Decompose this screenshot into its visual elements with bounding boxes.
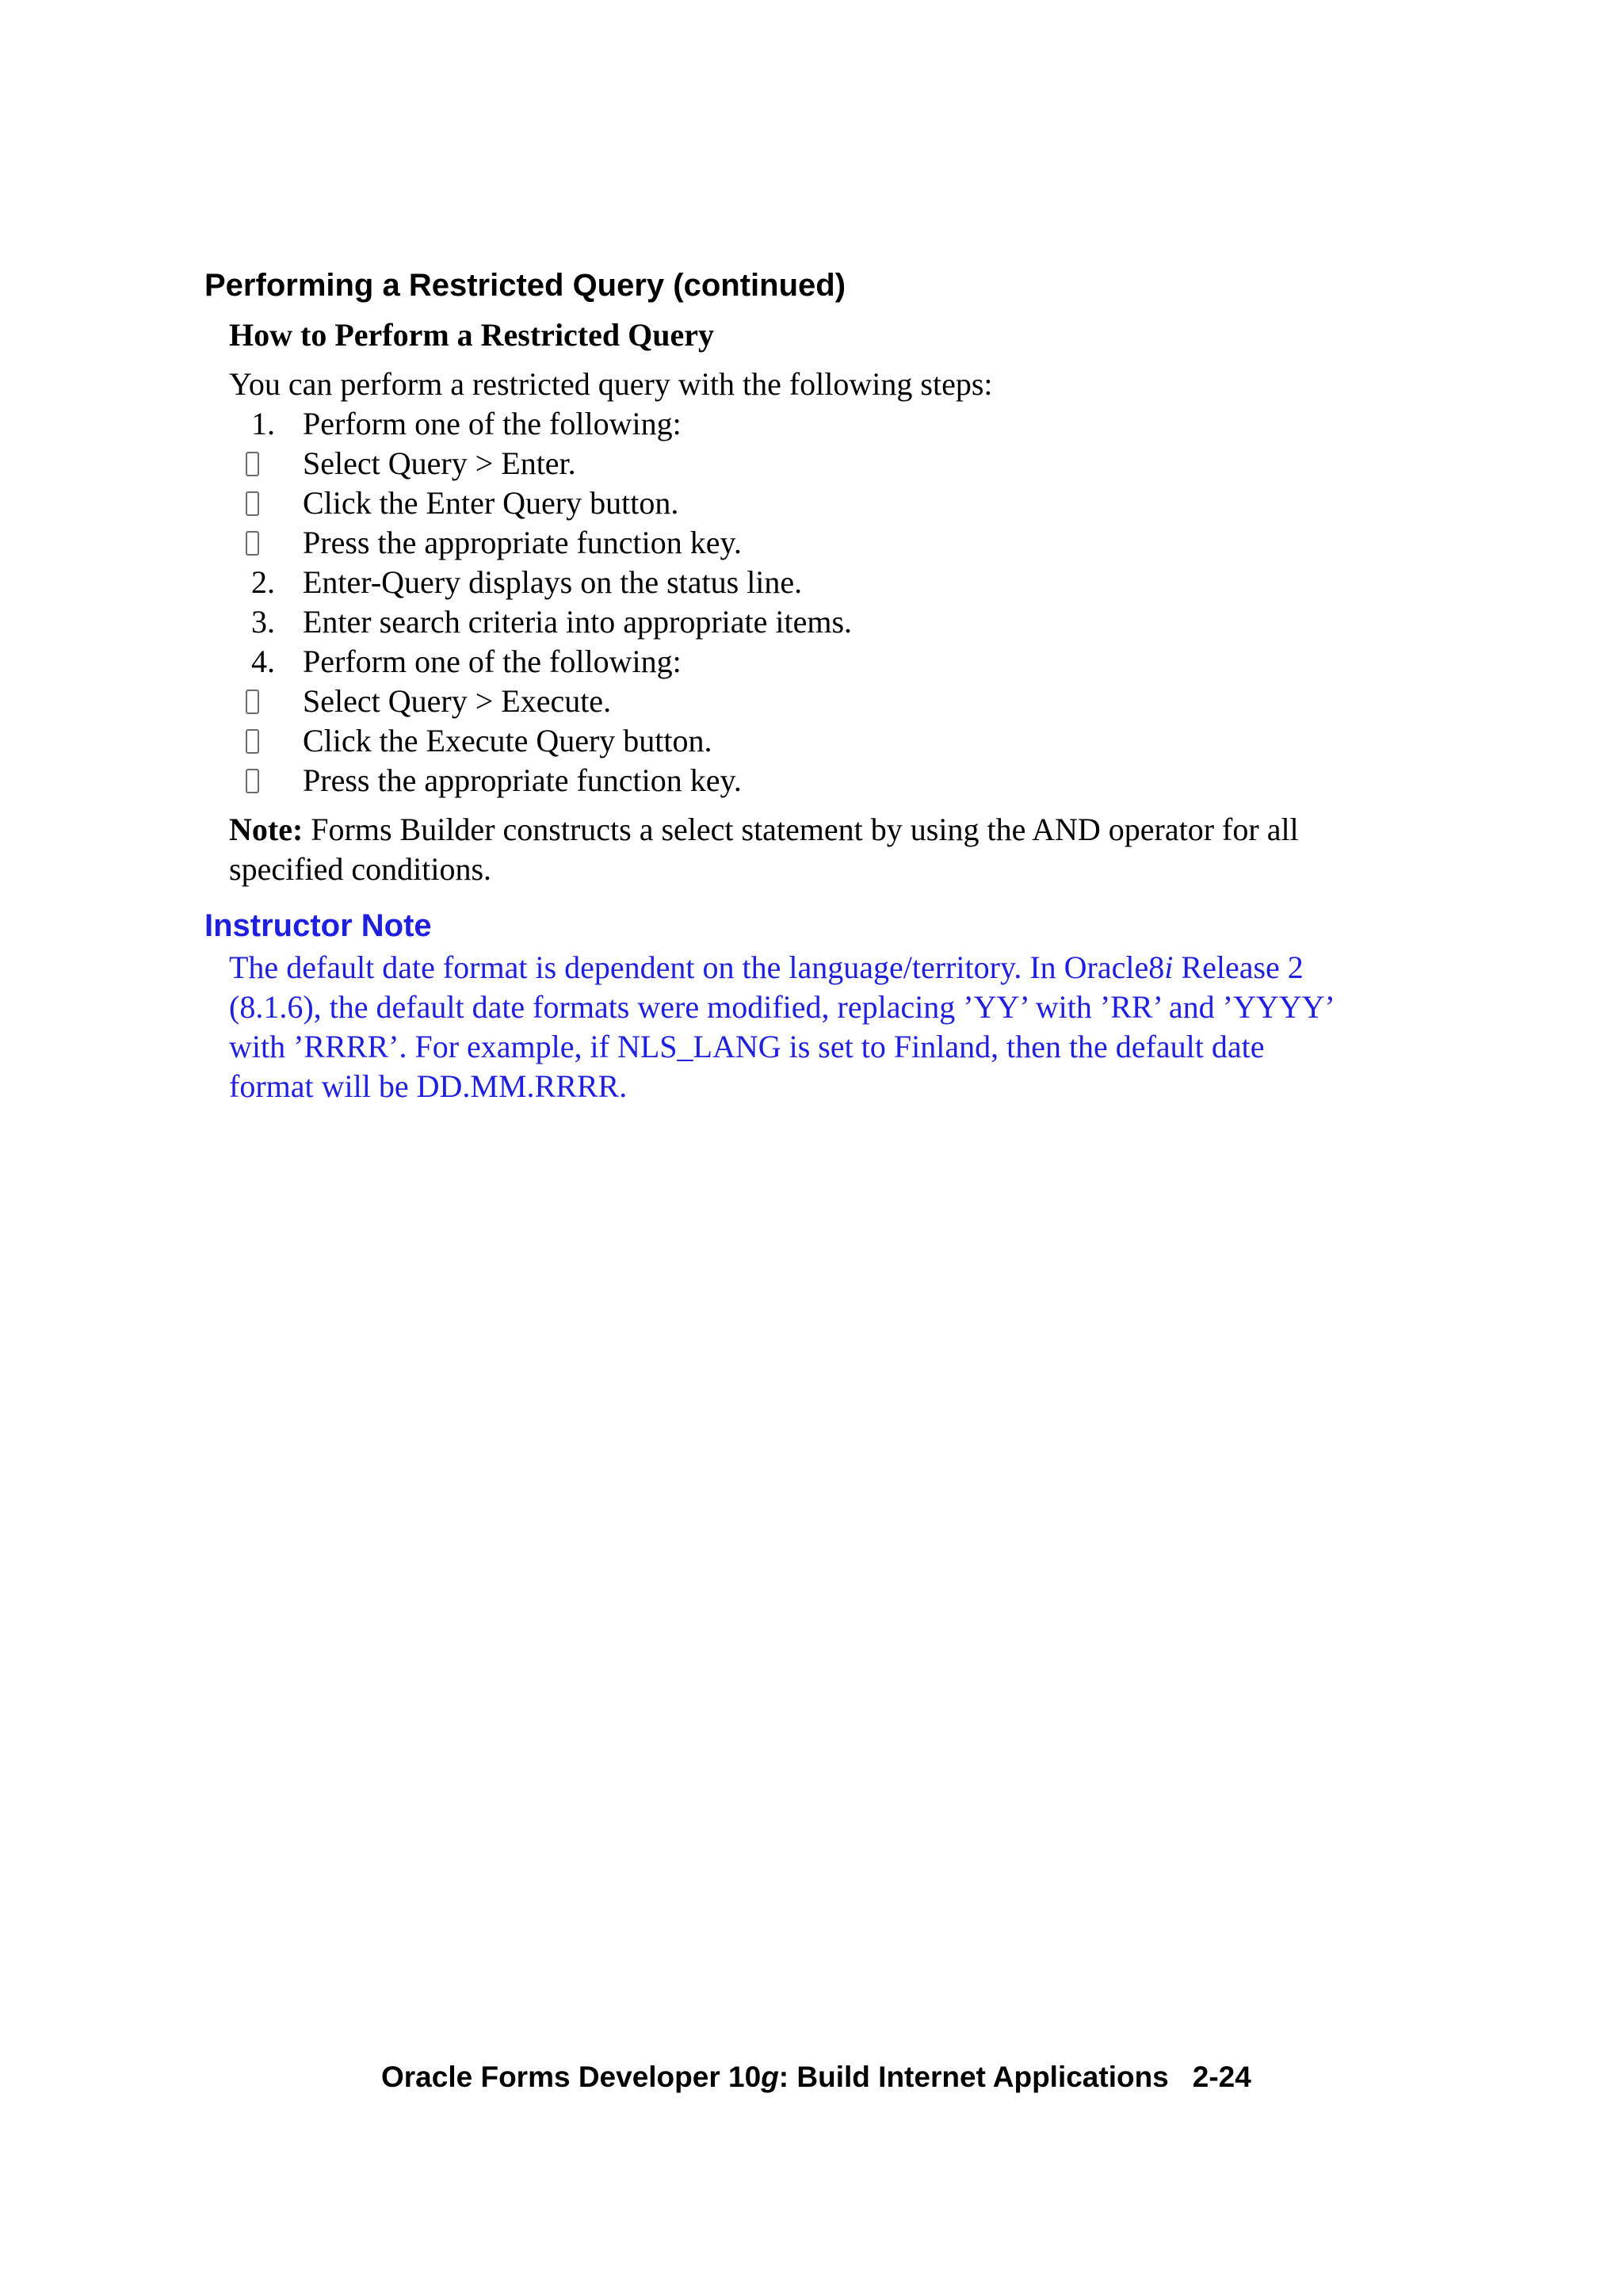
step-number: 4. — [251, 644, 275, 679]
step-text: Enter-Query displays on the status line. — [303, 564, 803, 600]
bullet-item — [229, 523, 1418, 563]
checkbox-bullet-icon — [246, 729, 259, 754]
checkbox-bullet-icon — [246, 531, 259, 556]
instructor-line-3: with ’RRRR’. For example, if NLS_LANG is set to Finland, then the default date — [229, 1029, 1265, 1064]
instructor-line-4: format will be DD.MM.RRRR. — [229, 1068, 628, 1104]
subsection-heading: How to Perform a Restricted Query — [229, 317, 714, 353]
bullet-text: Click the Enter Query button. — [303, 485, 679, 521]
instructor-line-2: (8.1.6), the default date formats were modified, replacing ’YY’ with ’RR’ and ’YYYY’ — [229, 989, 1335, 1025]
note-line-1: Forms Builder constructs a select statement by using the AND operator for all — [303, 812, 1299, 847]
bullet-text: Press the appropriate function key. — [303, 525, 742, 560]
note-paragraph — [229, 810, 1418, 889]
checkbox-bullet-icon — [246, 491, 259, 516]
checkbox-bullet-icon — [246, 690, 259, 714]
note-line-2: specified conditions. — [229, 851, 492, 887]
footer-title-italic: g — [761, 2061, 779, 2093]
bullet-item — [229, 761, 1418, 800]
intro-text: You can perform a restricted query with the following steps: — [229, 366, 993, 402]
page-footer — [381, 2061, 1251, 2094]
bullet-item — [229, 682, 1418, 721]
step-item — [229, 642, 1418, 682]
step-number: 2. — [251, 564, 275, 600]
footer-title-end: : Build Internet Applications — [778, 2061, 1169, 2093]
instructor-line-1-text: The default date format is dependent on the language/territory. In Oracle8 — [229, 949, 1165, 985]
bullet-item — [229, 721, 1418, 761]
step-bullets-container — [229, 444, 1418, 563]
bullet-text: Select Query > Execute. — [303, 683, 612, 719]
footer-title-start: Oracle Forms Developer 10 — [381, 2061, 762, 2093]
bullet-item — [229, 483, 1418, 523]
step-text: Perform one of the following: — [303, 644, 682, 679]
bullet-text: Press the appropriate function key. — [303, 762, 742, 798]
step-number: 3. — [251, 604, 275, 640]
instructor-note-body — [229, 948, 1335, 1106]
checkbox-bullet-icon — [246, 452, 259, 476]
instructor-line-1-italic: i — [1164, 949, 1174, 985]
bullet-text: Select Query > Enter. — [303, 445, 576, 481]
instructor-line-1 — [229, 948, 1335, 988]
step-text: Enter search criteria into appropriate items. — [303, 604, 853, 640]
steps-list — [229, 404, 1418, 800]
bullet-list — [229, 682, 1418, 800]
checkbox-bullet-icon — [246, 769, 259, 793]
step-number: 1. — [251, 406, 275, 441]
page-number: 2-24 — [1192, 2061, 1251, 2093]
instructor-note-heading: Instructor Note — [204, 908, 432, 943]
bullet-text: Click the Execute Query button. — [303, 723, 712, 758]
main-content — [229, 315, 1418, 889]
bullet-item — [229, 444, 1418, 483]
note-label: Note: — [229, 812, 304, 847]
step-item — [229, 404, 1418, 444]
bullet-list — [229, 444, 1418, 563]
instructor-line-1-end: Release 2 — [1173, 949, 1304, 985]
step-bullets-container — [229, 682, 1418, 800]
step-text: Perform one of the following: — [303, 406, 682, 441]
section-heading: Performing a Restricted Query (continued) — [204, 268, 846, 303]
step-item — [229, 602, 1418, 642]
step-item — [229, 563, 1418, 602]
